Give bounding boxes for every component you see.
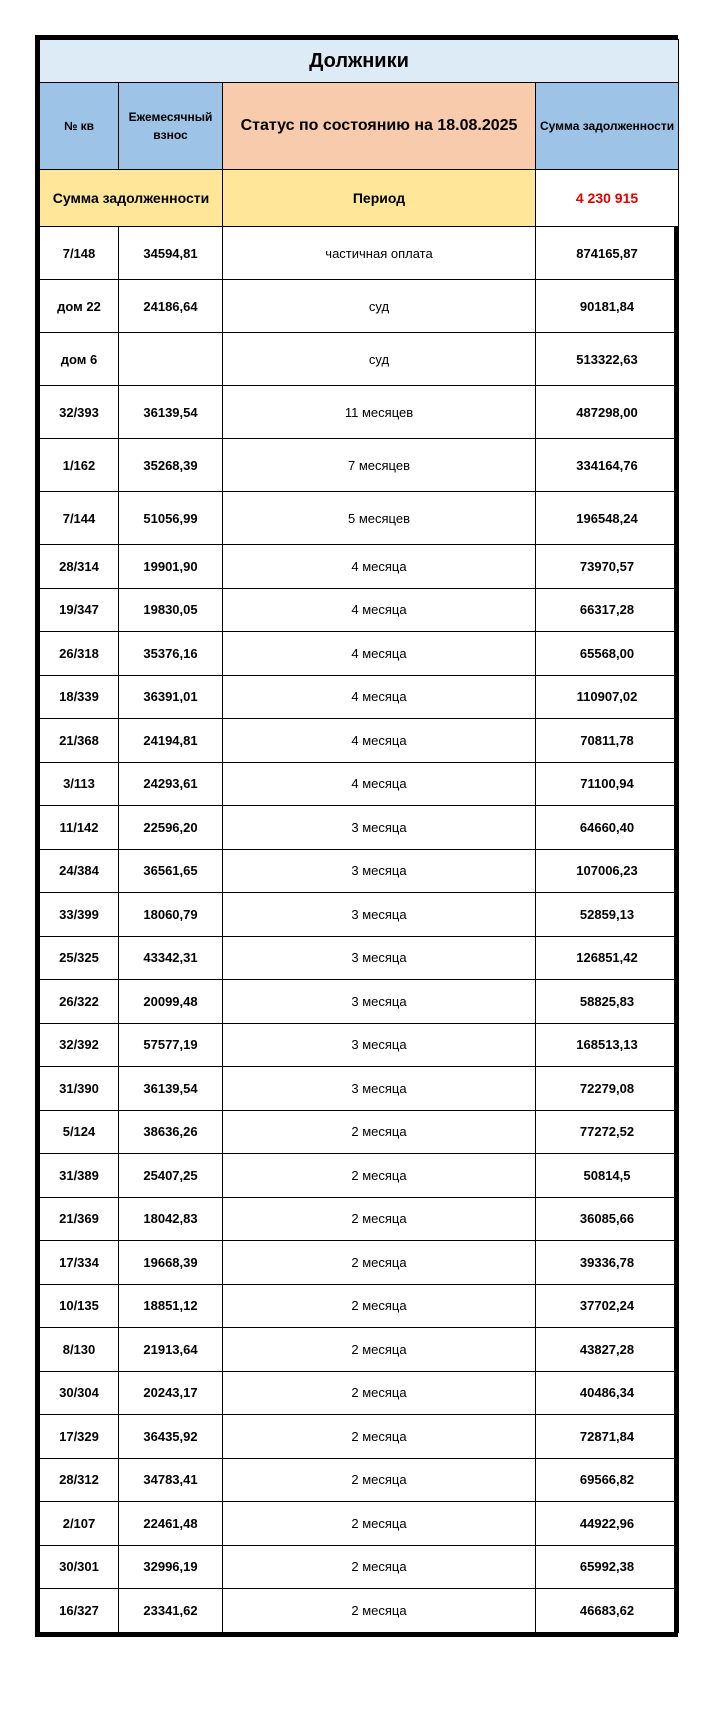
apartment-number-cell: 21/368 (40, 719, 119, 763)
debt-amount-cell: 44922,96 (536, 1502, 679, 1546)
monthly-fee-cell: 22461,48 (119, 1502, 223, 1546)
apartment-number-cell: 32/392 (40, 1023, 119, 1067)
monthly-fee-cell: 18042,83 (119, 1197, 223, 1241)
status-cell: 4 месяца (223, 675, 536, 719)
table-row (40, 1371, 679, 1415)
debt-amount-cell: 334164,76 (536, 439, 679, 492)
monthly-fee-cell: 36391,01 (119, 675, 223, 719)
monthly-fee-cell: 35376,16 (119, 632, 223, 676)
table-row (40, 280, 679, 333)
debt-amount-cell: 36085,66 (536, 1197, 679, 1241)
status-cell: 2 месяца (223, 1589, 536, 1633)
table-row (40, 893, 679, 937)
debt-amount-cell: 107006,23 (536, 849, 679, 893)
apartment-number-cell: 32/393 (40, 386, 119, 439)
monthly-fee-cell: 24194,81 (119, 719, 223, 763)
monthly-fee-cell: 38636,26 (119, 1110, 223, 1154)
summary-label: Сумма задолженности (40, 170, 223, 227)
apartment-number-cell: дом 6 (40, 333, 119, 386)
status-cell: 3 месяца (223, 893, 536, 937)
debt-amount-cell: 487298,00 (536, 386, 679, 439)
apartment-number-cell: 17/329 (40, 1415, 119, 1459)
debtors-table (39, 39, 679, 1633)
monthly-fee-cell: 36139,54 (119, 386, 223, 439)
apartment-number-cell: 3/113 (40, 762, 119, 806)
table-row (40, 1110, 679, 1154)
apartment-number-cell: 24/384 (40, 849, 119, 893)
apartment-number-cell: 5/124 (40, 1110, 119, 1154)
table-row (40, 849, 679, 893)
table-row (40, 1589, 679, 1633)
monthly-fee-cell: 36435,92 (119, 1415, 223, 1459)
monthly-fee-cell: 36139,54 (119, 1067, 223, 1111)
status-cell: 4 месяца (223, 762, 536, 806)
monthly-fee-cell: 19901,90 (119, 545, 223, 589)
debt-amount-cell: 874165,87 (536, 227, 679, 280)
debt-amount-cell: 65992,38 (536, 1545, 679, 1589)
apartment-number-cell: 26/322 (40, 980, 119, 1024)
title-row (40, 40, 679, 83)
status-cell: 4 месяца (223, 545, 536, 589)
debt-amount-cell: 46683,62 (536, 1589, 679, 1633)
debt-amount-cell: 65568,00 (536, 632, 679, 676)
apartment-number-cell: 30/301 (40, 1545, 119, 1589)
status-cell: 7 месяцев (223, 439, 536, 492)
apartment-number-cell: 26/318 (40, 632, 119, 676)
status-cell: 3 месяца (223, 1067, 536, 1111)
monthly-fee-cell: 19830,05 (119, 588, 223, 632)
apartment-number-cell: 28/312 (40, 1458, 119, 1502)
table-row (40, 1458, 679, 1502)
debt-amount-cell: 37702,24 (536, 1284, 679, 1328)
monthly-fee-cell: 34594,81 (119, 227, 223, 280)
debt-amount-cell: 66317,28 (536, 588, 679, 632)
table-row (40, 1197, 679, 1241)
table-row (40, 492, 679, 545)
status-cell: 2 месяца (223, 1328, 536, 1372)
header-row (40, 83, 679, 170)
status-cell: 2 месяца (223, 1284, 536, 1328)
page-title: Должники (40, 40, 679, 83)
monthly-fee-cell: 32996,19 (119, 1545, 223, 1589)
debt-amount-cell: 73970,57 (536, 545, 679, 589)
apartment-number-cell: 1/162 (40, 439, 119, 492)
table-row (40, 806, 679, 850)
status-cell: 3 месяца (223, 936, 536, 980)
apartment-number-cell: 31/390 (40, 1067, 119, 1111)
status-cell: суд (223, 280, 536, 333)
table-row (40, 675, 679, 719)
apartment-number-cell: 18/339 (40, 675, 119, 719)
debt-amount-cell: 70811,78 (536, 719, 679, 763)
debt-amount-cell: 58825,83 (536, 980, 679, 1024)
table-row (40, 719, 679, 763)
table-row (40, 1154, 679, 1198)
status-cell: 4 месяца (223, 632, 536, 676)
debtors-sheet (35, 35, 678, 1637)
table-row (40, 386, 679, 439)
status-cell: 3 месяца (223, 806, 536, 850)
apartment-number-cell: 30/304 (40, 1371, 119, 1415)
monthly-fee-cell: 22596,20 (119, 806, 223, 850)
apartment-number-cell: 33/399 (40, 893, 119, 937)
table-row (40, 1284, 679, 1328)
table-row (40, 936, 679, 980)
table-row (40, 632, 679, 676)
debt-amount-cell: 126851,42 (536, 936, 679, 980)
monthly-fee-cell (119, 333, 223, 386)
apartment-number-cell: дом 22 (40, 280, 119, 333)
header-apartment: № кв (40, 83, 119, 170)
table-row (40, 588, 679, 632)
apartment-number-cell: 31/389 (40, 1154, 119, 1198)
status-cell: 2 месяца (223, 1197, 536, 1241)
monthly-fee-cell: 20243,17 (119, 1371, 223, 1415)
status-cell: 4 месяца (223, 588, 536, 632)
debt-amount-cell: 77272,52 (536, 1110, 679, 1154)
status-cell: 2 месяца (223, 1110, 536, 1154)
apartment-number-cell: 7/148 (40, 227, 119, 280)
monthly-fee-cell: 24293,61 (119, 762, 223, 806)
status-cell: частичная оплата (223, 227, 536, 280)
debt-amount-cell: 39336,78 (536, 1241, 679, 1285)
monthly-fee-cell: 24186,64 (119, 280, 223, 333)
debt-amount-cell: 72871,84 (536, 1415, 679, 1459)
table-row (40, 1328, 679, 1372)
monthly-fee-cell: 25407,25 (119, 1154, 223, 1198)
monthly-fee-cell: 36561,65 (119, 849, 223, 893)
apartment-number-cell: 10/135 (40, 1284, 119, 1328)
status-cell: 2 месяца (223, 1154, 536, 1198)
status-cell: 2 месяца (223, 1371, 536, 1415)
monthly-fee-cell: 18060,79 (119, 893, 223, 937)
debt-amount-cell: 110907,02 (536, 675, 679, 719)
status-cell: суд (223, 333, 536, 386)
table-row (40, 227, 679, 280)
total-debt: 4 230 915 (536, 170, 679, 227)
apartment-number-cell: 28/314 (40, 545, 119, 589)
status-cell: 2 месяца (223, 1415, 536, 1459)
monthly-fee-cell: 21913,64 (119, 1328, 223, 1372)
monthly-fee-cell: 20099,48 (119, 980, 223, 1024)
debt-amount-cell: 72279,08 (536, 1067, 679, 1111)
apartment-number-cell: 25/325 (40, 936, 119, 980)
debt-amount-cell: 64660,40 (536, 806, 679, 850)
table-row (40, 333, 679, 386)
status-cell: 2 месяца (223, 1502, 536, 1546)
status-cell: 11 месяцев (223, 386, 536, 439)
table-row (40, 1241, 679, 1285)
status-cell: 3 месяца (223, 849, 536, 893)
debt-amount-cell: 513322,63 (536, 333, 679, 386)
status-cell: 2 месяца (223, 1241, 536, 1285)
status-cell: 3 месяца (223, 1023, 536, 1067)
table-row (40, 1545, 679, 1589)
table-row (40, 980, 679, 1024)
debt-amount-cell: 71100,94 (536, 762, 679, 806)
monthly-fee-cell: 23341,62 (119, 1589, 223, 1633)
monthly-fee-cell: 19668,39 (119, 1241, 223, 1285)
debt-amount-cell: 40486,34 (536, 1371, 679, 1415)
status-cell: 2 месяца (223, 1545, 536, 1589)
table-row (40, 1023, 679, 1067)
header-monthly-fee: Ежемесячный взнос (119, 83, 223, 170)
debt-amount-cell: 52859,13 (536, 893, 679, 937)
apartment-number-cell: 16/327 (40, 1589, 119, 1633)
header-debt-sum: Сумма задолженности (536, 83, 679, 170)
table-row (40, 439, 679, 492)
apartment-number-cell: 7/144 (40, 492, 119, 545)
status-cell: 2 месяца (223, 1458, 536, 1502)
status-cell: 5 месяцев (223, 492, 536, 545)
monthly-fee-cell: 18851,12 (119, 1284, 223, 1328)
table-row (40, 1067, 679, 1111)
debt-amount-cell: 90181,84 (536, 280, 679, 333)
debt-amount-cell: 50814,5 (536, 1154, 679, 1198)
debt-amount-cell: 43827,28 (536, 1328, 679, 1372)
table-row (40, 545, 679, 589)
apartment-number-cell: 21/369 (40, 1197, 119, 1241)
summary-row (40, 170, 679, 227)
apartment-number-cell: 19/347 (40, 588, 119, 632)
monthly-fee-cell: 51056,99 (119, 492, 223, 545)
status-cell: 4 месяца (223, 719, 536, 763)
table-row (40, 1415, 679, 1459)
status-cell: 3 месяца (223, 980, 536, 1024)
monthly-fee-cell: 34783,41 (119, 1458, 223, 1502)
monthly-fee-cell: 43342,31 (119, 936, 223, 980)
debt-amount-cell: 196548,24 (536, 492, 679, 545)
period-label: Период (223, 170, 536, 227)
apartment-number-cell: 17/334 (40, 1241, 119, 1285)
monthly-fee-cell: 35268,39 (119, 439, 223, 492)
debt-amount-cell: 69566,82 (536, 1458, 679, 1502)
apartment-number-cell: 11/142 (40, 806, 119, 850)
debt-amount-cell: 168513,13 (536, 1023, 679, 1067)
header-status: Статус по состоянию на 18.08.2025 (223, 83, 536, 170)
apartment-number-cell: 8/130 (40, 1328, 119, 1372)
apartment-number-cell: 2/107 (40, 1502, 119, 1546)
table-row (40, 762, 679, 806)
monthly-fee-cell: 57577,19 (119, 1023, 223, 1067)
table-row (40, 1502, 679, 1546)
